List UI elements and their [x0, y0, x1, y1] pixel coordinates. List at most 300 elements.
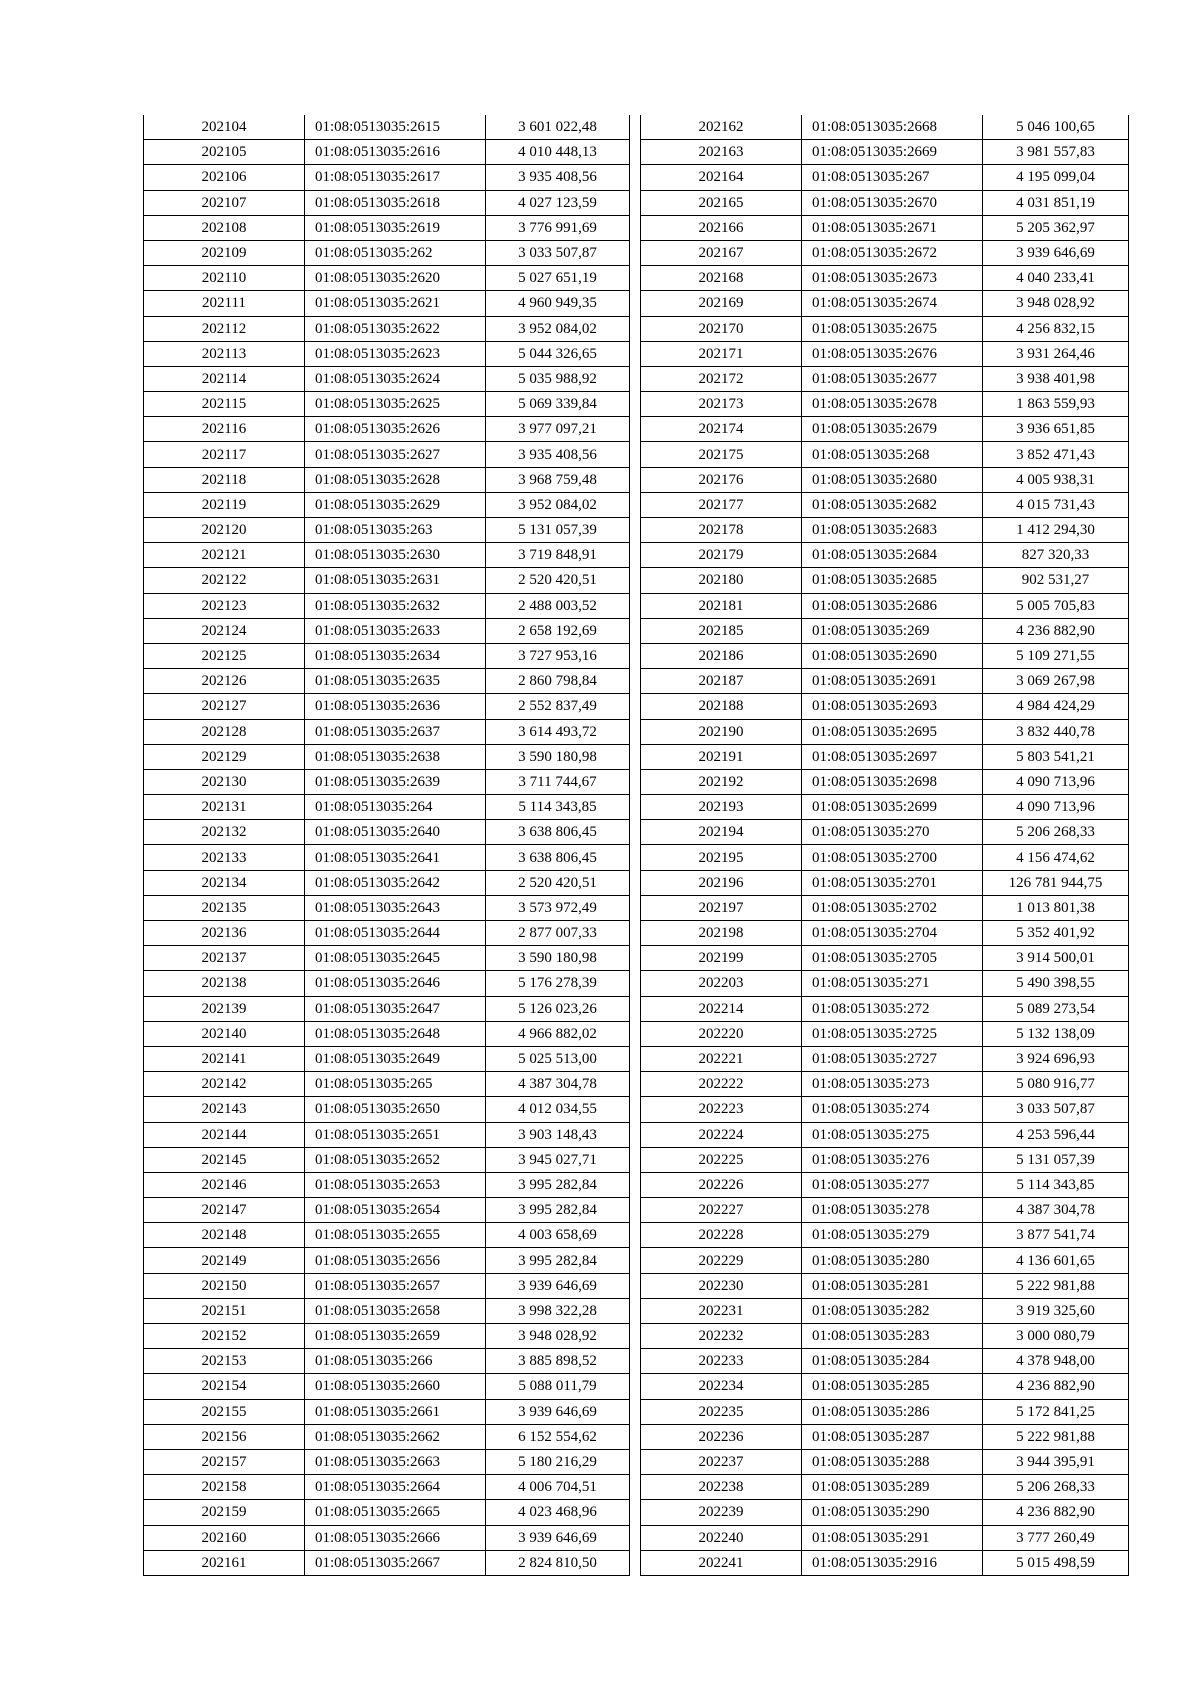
row-number-cell: 202188 — [641, 694, 802, 719]
row-number-cell: 202156 — [144, 1424, 305, 1449]
cadastral-number-cell: 01:08:0513035:2650 — [305, 1097, 486, 1122]
table-row — [641, 1046, 1129, 1071]
table-row — [641, 895, 1129, 920]
row-number-cell: 202138 — [144, 971, 305, 996]
value-cell: 4 156 474,62 — [983, 845, 1129, 870]
table-row — [144, 1072, 630, 1097]
cadastral-number-cell: 01:08:0513035:271 — [802, 971, 983, 996]
table-row — [144, 492, 630, 517]
row-number-cell: 202128 — [144, 719, 305, 744]
row-number-cell: 202146 — [144, 1172, 305, 1197]
row-number-cell: 202132 — [144, 820, 305, 845]
cadastral-number-cell: 01:08:0513035:277 — [802, 1172, 983, 1197]
row-number-cell: 202163 — [641, 140, 802, 165]
table-row — [144, 1525, 630, 1550]
table-row — [144, 694, 630, 719]
row-number-cell: 202126 — [144, 669, 305, 694]
row-number-cell: 202174 — [641, 417, 802, 442]
value-cell: 3 590 180,98 — [486, 946, 630, 971]
row-number-cell: 202170 — [641, 316, 802, 341]
table-row — [144, 996, 630, 1021]
cadastral-number-cell: 01:08:0513035:291 — [802, 1525, 983, 1550]
table-row — [144, 820, 630, 845]
value-cell: 5 172 841,25 — [983, 1399, 1129, 1424]
cadastral-number-cell: 01:08:0513035:2655 — [305, 1223, 486, 1248]
value-cell: 3 948 028,92 — [983, 291, 1129, 316]
cadastral-number-cell: 01:08:0513035:2673 — [802, 266, 983, 291]
value-cell: 5 490 398,55 — [983, 971, 1129, 996]
row-number-cell: 202119 — [144, 492, 305, 517]
value-cell: 2 488 003,52 — [486, 593, 630, 618]
table-row — [144, 1046, 630, 1071]
table-row — [641, 1399, 1129, 1424]
row-number-cell: 202130 — [144, 769, 305, 794]
table-row — [641, 694, 1129, 719]
row-number-cell: 202142 — [144, 1072, 305, 1097]
row-number-cell: 202143 — [144, 1097, 305, 1122]
row-number-cell: 202233 — [641, 1349, 802, 1374]
row-number-cell: 202144 — [144, 1122, 305, 1147]
table-row — [641, 1324, 1129, 1349]
cadastral-number-cell: 01:08:0513035:2664 — [305, 1475, 486, 1500]
cadastral-number-cell: 01:08:0513035:2623 — [305, 341, 486, 366]
cadastral-number-cell: 01:08:0513035:274 — [802, 1097, 983, 1122]
cadastral-number-cell: 01:08:0513035:2686 — [802, 593, 983, 618]
row-number-cell: 202129 — [144, 744, 305, 769]
row-number-cell: 202160 — [144, 1525, 305, 1550]
value-cell: 3 852 471,43 — [983, 442, 1129, 467]
value-cell: 4 236 882,90 — [983, 1500, 1129, 1525]
table-row — [641, 845, 1129, 870]
value-cell: 3 638 806,45 — [486, 820, 630, 845]
table-row — [641, 996, 1129, 1021]
row-number-cell: 202223 — [641, 1097, 802, 1122]
cadastral-number-cell: 01:08:0513035:2625 — [305, 392, 486, 417]
row-number-cell: 202120 — [144, 518, 305, 543]
cadastral-number-cell: 01:08:0513035:2649 — [305, 1046, 486, 1071]
row-number-cell: 202125 — [144, 643, 305, 668]
table-row — [144, 744, 630, 769]
value-cell: 5 088 011,79 — [486, 1374, 630, 1399]
cadastral-number-cell: 01:08:0513035:273 — [802, 1072, 983, 1097]
cadastral-number-cell: 01:08:0513035:2675 — [802, 316, 983, 341]
table-row — [641, 669, 1129, 694]
value-cell: 1 412 294,30 — [983, 518, 1129, 543]
value-cell: 4 136 601,65 — [983, 1248, 1129, 1273]
value-cell: 3 939 646,69 — [486, 1273, 630, 1298]
value-cell: 3 935 408,56 — [486, 165, 630, 190]
value-cell: 5 131 057,39 — [486, 518, 630, 543]
row-number-cell: 202226 — [641, 1172, 802, 1197]
cadastral-number-cell: 01:08:0513035:2685 — [802, 568, 983, 593]
table-row — [144, 115, 630, 140]
cadastral-number-cell: 01:08:0513035:2676 — [802, 341, 983, 366]
table-row — [641, 971, 1129, 996]
value-cell: 5 132 138,09 — [983, 1021, 1129, 1046]
value-cell: 3 995 282,84 — [486, 1248, 630, 1273]
table-row — [641, 568, 1129, 593]
value-cell: 3 968 759,48 — [486, 467, 630, 492]
value-cell: 4 040 233,41 — [983, 266, 1129, 291]
table-row — [144, 442, 630, 467]
value-cell: 5 126 023,26 — [486, 996, 630, 1021]
value-cell: 3 069 267,98 — [983, 669, 1129, 694]
value-cell: 3 952 084,02 — [486, 316, 630, 341]
cadastral-number-cell: 01:08:0513035:270 — [802, 820, 983, 845]
row-number-cell: 202127 — [144, 694, 305, 719]
table-row — [641, 291, 1129, 316]
cadastral-number-cell: 01:08:0513035:2634 — [305, 643, 486, 668]
cadastral-number-cell: 01:08:0513035:2697 — [802, 744, 983, 769]
cadastral-number-cell: 01:08:0513035:2631 — [305, 568, 486, 593]
cadastral-number-cell: 01:08:0513035:2663 — [305, 1449, 486, 1474]
value-cell: 3 776 991,69 — [486, 215, 630, 240]
value-cell: 3 033 507,87 — [983, 1097, 1129, 1122]
value-cell: 5 089 273,54 — [983, 996, 1129, 1021]
cadastral-number-cell: 01:08:0513035:2653 — [305, 1172, 486, 1197]
table-row — [144, 795, 630, 820]
value-cell: 5 080 916,77 — [983, 1072, 1129, 1097]
table-row — [641, 870, 1129, 895]
value-cell: 4 023 468,96 — [486, 1500, 630, 1525]
cadastral-number-cell: 01:08:0513035:2671 — [802, 215, 983, 240]
row-number-cell: 202155 — [144, 1399, 305, 1424]
row-number-cell: 202230 — [641, 1273, 802, 1298]
value-cell: 4 005 938,31 — [983, 467, 1129, 492]
cadastral-number-cell: 01:08:0513035:2620 — [305, 266, 486, 291]
cadastral-number-cell: 01:08:0513035:2662 — [305, 1424, 486, 1449]
row-number-cell: 202122 — [144, 568, 305, 593]
cadastral-number-cell: 01:08:0513035:289 — [802, 1475, 983, 1500]
cadastral-number-cell: 01:08:0513035:2652 — [305, 1147, 486, 1172]
cadastral-number-cell: 01:08:0513035:2665 — [305, 1500, 486, 1525]
table-row — [144, 190, 630, 215]
value-cell: 4 090 713,96 — [983, 795, 1129, 820]
table-row — [641, 593, 1129, 618]
row-number-cell: 202154 — [144, 1374, 305, 1399]
table-row — [144, 1475, 630, 1500]
cadastral-number-cell: 01:08:0513035:278 — [802, 1198, 983, 1223]
row-number-cell: 202175 — [641, 442, 802, 467]
value-cell: 4 236 882,90 — [983, 1374, 1129, 1399]
cadastral-number-cell: 01:08:0513035:2691 — [802, 669, 983, 694]
table-row — [641, 1273, 1129, 1298]
value-cell: 4 253 596,44 — [983, 1122, 1129, 1147]
row-number-cell: 202214 — [641, 996, 802, 1021]
table-row — [144, 1198, 630, 1223]
row-number-cell: 202117 — [144, 442, 305, 467]
value-cell: 4 003 658,69 — [486, 1223, 630, 1248]
table-row — [144, 1223, 630, 1248]
row-number-cell: 202193 — [641, 795, 802, 820]
table-row — [641, 820, 1129, 845]
cadastral-number-cell: 01:08:0513035:2727 — [802, 1046, 983, 1071]
cadastral-number-cell: 01:08:0513035:2644 — [305, 921, 486, 946]
cadastral-number-cell: 01:08:0513035:2638 — [305, 744, 486, 769]
row-number-cell: 202187 — [641, 669, 802, 694]
table-row — [641, 442, 1129, 467]
cadastral-number-cell: 01:08:0513035:2648 — [305, 1021, 486, 1046]
table-row — [641, 1550, 1129, 1575]
table-row — [144, 1172, 630, 1197]
table-row — [641, 341, 1129, 366]
value-cell: 5 005 705,83 — [983, 593, 1129, 618]
cadastral-number-cell: 01:08:0513035:2698 — [802, 769, 983, 794]
row-number-cell: 202239 — [641, 1500, 802, 1525]
cadastral-number-cell: 01:08:0513035:2699 — [802, 795, 983, 820]
row-number-cell: 202118 — [144, 467, 305, 492]
table-row — [641, 215, 1129, 240]
value-cell: 3 977 097,21 — [486, 417, 630, 442]
value-cell: 4 031 851,19 — [983, 190, 1129, 215]
row-number-cell: 202228 — [641, 1223, 802, 1248]
value-cell: 4 966 882,02 — [486, 1021, 630, 1046]
value-cell: 3 903 148,43 — [486, 1122, 630, 1147]
row-number-cell: 202164 — [641, 165, 802, 190]
table-row — [641, 643, 1129, 668]
cadastral-number-cell: 01:08:0513035:2647 — [305, 996, 486, 1021]
value-cell: 3 885 898,52 — [486, 1349, 630, 1374]
table-row — [144, 1021, 630, 1046]
cadastral-number-cell: 01:08:0513035:2616 — [305, 140, 486, 165]
cadastral-number-cell: 01:08:0513035:2633 — [305, 618, 486, 643]
table-row — [144, 392, 630, 417]
cadastral-number-cell: 01:08:0513035:2682 — [802, 492, 983, 517]
table-row — [641, 467, 1129, 492]
table-row — [144, 1374, 630, 1399]
cadastral-number-cell: 01:08:0513035:2632 — [305, 593, 486, 618]
value-cell: 3 935 408,56 — [486, 442, 630, 467]
row-number-cell: 202220 — [641, 1021, 802, 1046]
value-cell: 4 010 448,13 — [486, 140, 630, 165]
cadastral-number-cell: 01:08:0513035:2635 — [305, 669, 486, 694]
value-cell: 5 027 651,19 — [486, 266, 630, 291]
value-cell: 3 777 260,49 — [983, 1525, 1129, 1550]
cadastral-number-cell: 01:08:0513035:269 — [802, 618, 983, 643]
table-row — [144, 1500, 630, 1525]
table-row — [144, 1399, 630, 1424]
row-number-cell: 202107 — [144, 190, 305, 215]
value-cell: 4 027 123,59 — [486, 190, 630, 215]
row-number-cell: 202173 — [641, 392, 802, 417]
table-row — [144, 341, 630, 366]
row-number-cell: 202121 — [144, 543, 305, 568]
cadastral-number-cell: 01:08:0513035:282 — [802, 1298, 983, 1323]
table-row — [144, 921, 630, 946]
table-row — [641, 165, 1129, 190]
value-cell: 5 206 268,33 — [983, 820, 1129, 845]
value-cell: 3 995 282,84 — [486, 1172, 630, 1197]
value-cell: 3 711 744,67 — [486, 769, 630, 794]
value-cell: 1 013 801,38 — [983, 895, 1129, 920]
value-cell: 2 552 837,49 — [486, 694, 630, 719]
cadastral-number-cell: 01:08:0513035:279 — [802, 1223, 983, 1248]
value-cell: 827 320,33 — [983, 543, 1129, 568]
row-number-cell: 202191 — [641, 744, 802, 769]
table-row — [144, 543, 630, 568]
table-row — [641, 1475, 1129, 1500]
row-number-cell: 202235 — [641, 1399, 802, 1424]
cadastral-number-cell: 01:08:0513035:2659 — [305, 1324, 486, 1349]
row-number-cell: 202105 — [144, 140, 305, 165]
row-number-cell: 202158 — [144, 1475, 305, 1500]
row-number-cell: 202192 — [641, 769, 802, 794]
table-row — [144, 769, 630, 794]
value-cell: 2 658 192,69 — [486, 618, 630, 643]
value-cell: 3 638 806,45 — [486, 845, 630, 870]
row-number-cell: 202108 — [144, 215, 305, 240]
row-number-cell: 202190 — [641, 719, 802, 744]
table-row — [641, 1298, 1129, 1323]
cadastral-number-cell: 01:08:0513035:2630 — [305, 543, 486, 568]
cadastral-number-cell: 01:08:0513035:2628 — [305, 467, 486, 492]
cadastral-number-cell: 01:08:0513035:2693 — [802, 694, 983, 719]
cadastral-number-cell: 01:08:0513035:2695 — [802, 719, 983, 744]
cadastral-number-cell: 01:08:0513035:2654 — [305, 1198, 486, 1223]
row-number-cell: 202113 — [144, 341, 305, 366]
cadastral-number-cell: 01:08:0513035:267 — [802, 165, 983, 190]
cadastral-number-cell: 01:08:0513035:2624 — [305, 366, 486, 391]
row-number-cell: 202168 — [641, 266, 802, 291]
value-cell: 3 939 646,69 — [486, 1399, 630, 1424]
cadastral-number-cell: 01:08:0513035:2666 — [305, 1525, 486, 1550]
row-number-cell: 202172 — [641, 366, 802, 391]
table-row — [144, 1122, 630, 1147]
value-cell: 5 069 339,84 — [486, 392, 630, 417]
row-number-cell: 202176 — [641, 467, 802, 492]
row-number-cell: 202180 — [641, 568, 802, 593]
cadastral-number-cell: 01:08:0513035:2626 — [305, 417, 486, 442]
table-row — [144, 1550, 630, 1575]
cadastral-number-cell: 01:08:0513035:268 — [802, 442, 983, 467]
table-row — [641, 115, 1129, 140]
row-number-cell: 202152 — [144, 1324, 305, 1349]
value-cell: 4 012 034,55 — [486, 1097, 630, 1122]
row-number-cell: 202112 — [144, 316, 305, 341]
table-row — [641, 392, 1129, 417]
cadastral-number-cell: 01:08:0513035:272 — [802, 996, 983, 1021]
value-cell: 2 860 798,84 — [486, 669, 630, 694]
cadastral-number-cell: 01:08:0513035:284 — [802, 1349, 983, 1374]
table-row — [641, 1072, 1129, 1097]
cadastral-number-cell: 01:08:0513035:2618 — [305, 190, 486, 215]
cadastral-number-cell: 01:08:0513035:2677 — [802, 366, 983, 391]
row-number-cell: 202150 — [144, 1273, 305, 1298]
row-number-cell: 202181 — [641, 593, 802, 618]
value-cell: 3 614 493,72 — [486, 719, 630, 744]
table-row — [144, 1349, 630, 1374]
table-row — [144, 895, 630, 920]
cadastral-number-cell: 01:08:0513035:2636 — [305, 694, 486, 719]
value-cell: 5 025 513,00 — [486, 1046, 630, 1071]
row-number-cell: 202236 — [641, 1424, 802, 1449]
row-number-cell: 202110 — [144, 266, 305, 291]
cadastral-number-cell: 01:08:0513035:2670 — [802, 190, 983, 215]
cadastral-number-cell: 01:08:0513035:275 — [802, 1122, 983, 1147]
table-row — [144, 366, 630, 391]
row-number-cell: 202149 — [144, 1248, 305, 1273]
value-cell: 4 378 948,00 — [983, 1349, 1129, 1374]
row-number-cell: 202232 — [641, 1324, 802, 1349]
value-cell: 3 948 028,92 — [486, 1324, 630, 1349]
table-row — [144, 1273, 630, 1298]
value-cell: 6 152 554,62 — [486, 1424, 630, 1449]
cadastral-number-cell: 01:08:0513035:285 — [802, 1374, 983, 1399]
cadastral-number-cell: 01:08:0513035:2656 — [305, 1248, 486, 1273]
table-row — [641, 1374, 1129, 1399]
table-row — [144, 593, 630, 618]
row-number-cell: 202148 — [144, 1223, 305, 1248]
value-cell: 5 046 100,65 — [983, 115, 1129, 140]
table-row — [641, 140, 1129, 165]
cadastral-number-cell: 01:08:0513035:2639 — [305, 769, 486, 794]
cadastral-number-cell: 01:08:0513035:2679 — [802, 417, 983, 442]
row-number-cell: 202134 — [144, 870, 305, 895]
cadastral-number-cell: 01:08:0513035:2627 — [305, 442, 486, 467]
cadastral-number-cell: 01:08:0513035:265 — [305, 1072, 486, 1097]
value-cell: 3 573 972,49 — [486, 895, 630, 920]
value-cell: 5 114 343,85 — [486, 795, 630, 820]
value-cell: 3 877 541,74 — [983, 1223, 1129, 1248]
right-table — [640, 115, 1129, 1576]
value-cell: 5 044 326,65 — [486, 341, 630, 366]
row-number-cell: 202237 — [641, 1449, 802, 1474]
table-row — [641, 316, 1129, 341]
table-row — [144, 870, 630, 895]
cadastral-number-cell: 01:08:0513035:2672 — [802, 240, 983, 265]
value-cell: 4 387 304,78 — [486, 1072, 630, 1097]
row-number-cell: 202159 — [144, 1500, 305, 1525]
row-number-cell: 202137 — [144, 946, 305, 971]
row-number-cell: 202194 — [641, 820, 802, 845]
value-cell: 2 520 420,51 — [486, 870, 630, 895]
cadastral-number-cell: 01:08:0513035:2701 — [802, 870, 983, 895]
value-cell: 3 719 848,91 — [486, 543, 630, 568]
value-cell: 3 995 282,84 — [486, 1198, 630, 1223]
cadastral-number-cell: 01:08:0513035:2646 — [305, 971, 486, 996]
cadastral-number-cell: 01:08:0513035:2619 — [305, 215, 486, 240]
cadastral-number-cell: 01:08:0513035:2683 — [802, 518, 983, 543]
table-row — [144, 1248, 630, 1273]
table-row — [144, 1424, 630, 1449]
cadastral-number-cell: 01:08:0513035:288 — [802, 1449, 983, 1474]
row-number-cell: 202222 — [641, 1072, 802, 1097]
row-number-cell: 202124 — [144, 618, 305, 643]
value-cell: 5 222 981,88 — [983, 1424, 1129, 1449]
row-number-cell: 202241 — [641, 1550, 802, 1575]
value-cell: 5 015 498,59 — [983, 1550, 1129, 1575]
table-row — [144, 1324, 630, 1349]
cadastral-number-cell: 01:08:0513035:2690 — [802, 643, 983, 668]
table-row — [641, 518, 1129, 543]
row-number-cell: 202145 — [144, 1147, 305, 1172]
value-cell: 3 000 080,79 — [983, 1324, 1129, 1349]
table-row — [641, 492, 1129, 517]
value-cell: 5 206 268,33 — [983, 1475, 1129, 1500]
cadastral-number-cell: 01:08:0513035:2658 — [305, 1298, 486, 1323]
row-number-cell: 202238 — [641, 1475, 802, 1500]
row-number-cell: 202136 — [144, 921, 305, 946]
cadastral-number-cell: 01:08:0513035:2615 — [305, 115, 486, 140]
cadastral-number-cell: 01:08:0513035:2661 — [305, 1399, 486, 1424]
row-number-cell: 202157 — [144, 1449, 305, 1474]
row-number-cell: 202151 — [144, 1298, 305, 1323]
table-row — [641, 1500, 1129, 1525]
value-cell: 5 222 981,88 — [983, 1273, 1129, 1298]
cadastral-number-cell: 01:08:0513035:2660 — [305, 1374, 486, 1399]
cadastral-number-cell: 01:08:0513035:2705 — [802, 946, 983, 971]
value-cell: 3 944 395,91 — [983, 1449, 1129, 1474]
